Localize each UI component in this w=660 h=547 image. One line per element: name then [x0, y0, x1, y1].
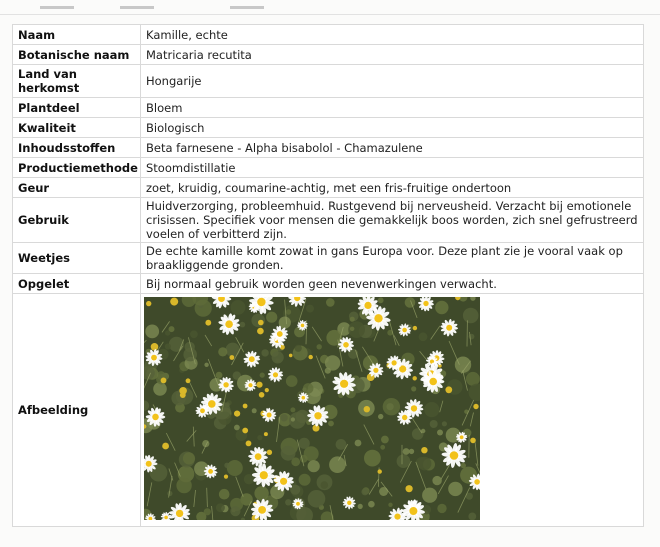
- row-value: zoet, kruidig, coumarine-achtig, met een fris-fruitige ondertoon: [141, 178, 644, 198]
- row-label: Inhoudsstoffen: [13, 138, 141, 158]
- row-label: Afbeelding: [13, 294, 141, 527]
- chamomile-flowers-photo: [144, 297, 480, 520]
- row-label: Botanische naam: [13, 45, 141, 65]
- table-row-productiemethode: [13, 158, 644, 178]
- row-value: Hongarije: [141, 65, 644, 98]
- row-label: Opgelet: [13, 274, 141, 294]
- row-label: Naam: [13, 25, 141, 45]
- row-value: Huidverzorging, probleemhuid. Rustgevend bij nerveusheid. Verzacht bij emotionele crisissen. Specifiek voor mensen die gemakkelijk boos worden, zich snel gefrustreerd voelen of verbitterd zijn.: [141, 198, 644, 243]
- table-row-inhoudsstoffen: [13, 138, 644, 158]
- row-value: Stoomdistillatie: [141, 158, 644, 178]
- row-label: Weetjes: [13, 243, 141, 274]
- row-value: De echte kamille komt zowat in gans Europa voor. Deze plant zie je vooral vaak op braakliggende gronden.: [141, 243, 644, 274]
- row-label: Plantdeel: [13, 98, 141, 118]
- row-value: Bij normaal gebruik worden geen nevenwerkingen verwacht.: [141, 274, 644, 294]
- row-value: Beta farnesene - Alpha bisabolol - Chamazulene: [141, 138, 644, 158]
- image-cell: [141, 294, 644, 527]
- row-label: Gebruik: [13, 198, 141, 243]
- rule-tick: [120, 6, 154, 9]
- row-label: Land van herkomst: [13, 65, 141, 98]
- row-label: Productiemethode: [13, 158, 141, 178]
- table-row-naam: [13, 25, 644, 45]
- top-rule: [0, 6, 660, 15]
- row-value: Kamille, echte: [141, 25, 644, 45]
- table-row-land-van-herkomst: [13, 65, 644, 98]
- table-row-geur: [13, 178, 644, 198]
- table-row-botanische-naam: [13, 45, 644, 65]
- row-value: Biologisch: [141, 118, 644, 138]
- table-row-plantdeel: [13, 98, 644, 118]
- rule-tick: [40, 6, 74, 9]
- table-row-kwaliteit: [13, 118, 644, 138]
- table-row-afbeelding: [13, 294, 644, 527]
- table-row-gebruik: [13, 198, 644, 243]
- row-value: Bloem: [141, 98, 644, 118]
- table-row-opgelet: [13, 274, 644, 294]
- plant-spec-table: [12, 24, 644, 527]
- rule-tick: [230, 6, 264, 9]
- row-label: Geur: [13, 178, 141, 198]
- table-row-weetjes: [13, 243, 644, 274]
- row-label: Kwaliteit: [13, 118, 141, 138]
- row-value: Matricaria recutita: [141, 45, 644, 65]
